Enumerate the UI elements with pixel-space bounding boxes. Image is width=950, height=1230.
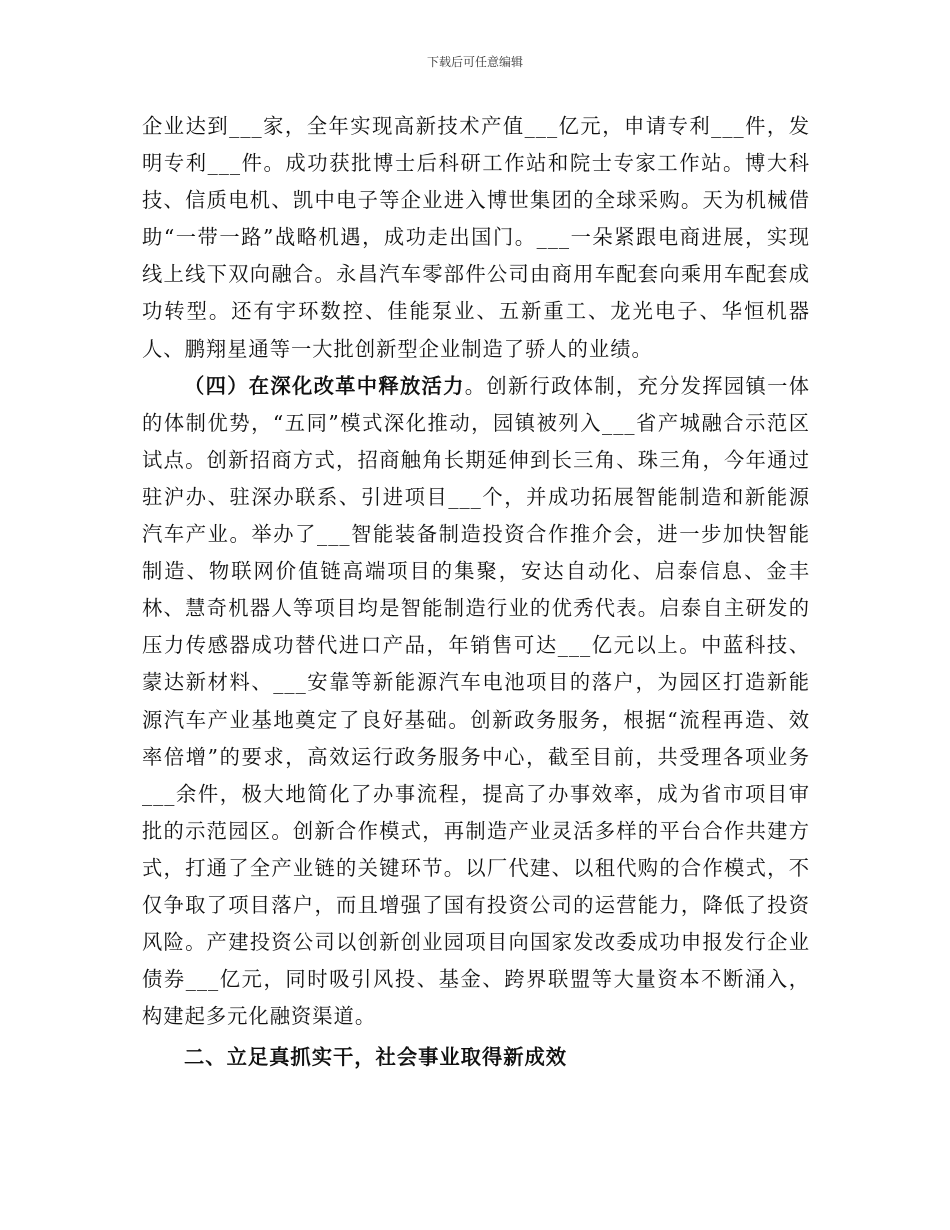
paragraph-reform-title: （四）在深化改革中释放活力 (184, 373, 465, 398)
paragraph-enterprise-achievements: 企业达到___家，全年实现高新技术产值___亿元，申请专利___件，发明专利___件。成功获批博士后科研工作站和院士专家工作站。博大科技、信质电机、凯中电子等企业进入博世集团的全球采购。天为机械借助“一带一路”战略机遇，成功走出国门。___一朵紧跟电商进展，实现线上线下双向融合。永昌汽车零部件公司由商用车配套向乘用车配套成功转型。还有宇环数控、佳能泵业、五新重工、龙光电子、华恒机器人、鹏翔星通等一大批创新型企业制造了骄人的业绩。 (142, 114, 810, 361)
page-header: 下载后可任意编辑 (426, 55, 523, 69)
paragraph-reform (142, 368, 810, 1036)
paragraph-reform-body: 。创新行政体制，充分发挥园镇一体的体制优势，“五同”模式深化推动，园镇被列入___省产城融合示范区试点。创新招商方式，招商触角长期延伸到长三角、珠三角，今年通过驻沪办、驻深办联系、引进项目___个，并成功拓展智能制造和新能源汽车产业。举办了___智能装备制造投资合作推介会，进一步加快智能制造、物联网价值链高端项目的集聚，安达自动化、启泰信息、金丰林、慧奇机器人等项目均是智能制造行业的优秀代表。启泰自主研发的压力传感器成功替代进口产品，年销售可达___亿元以上。中蓝科技、蒙达新材料、___安靠等新能源汽车电池项目的落户，为园区打造新能源汽车产业基地奠定了良好基础。创新政务服务，根据“流程再造、效率倍增”的要求，高效运行政务服务中心，截至目前，共受理各项业务___余件，极大地简化了办事流程，提高了办事效率，成为省市项目审批的示范园区。创新合作模式，再制造产业灵活多样的平台合作共建方式，打通了全产业链的关键环节。以厂代建、以租代购的合作模式，不仅争取了项目落户，而且增强了国有投资公司的运营能力，降低了投资风险。产建投资公司以创新创业园项目向国家发改委成功申报发行企业债券___亿元，同时吸引风投、基金、跨界联盟等大量资本不断涌入，构建起多元化融资渠道。 (142, 373, 810, 1029)
section-heading: 二、立足真抓实干，社会事业取得新成效 (184, 1045, 568, 1070)
document-body (142, 108, 810, 1076)
